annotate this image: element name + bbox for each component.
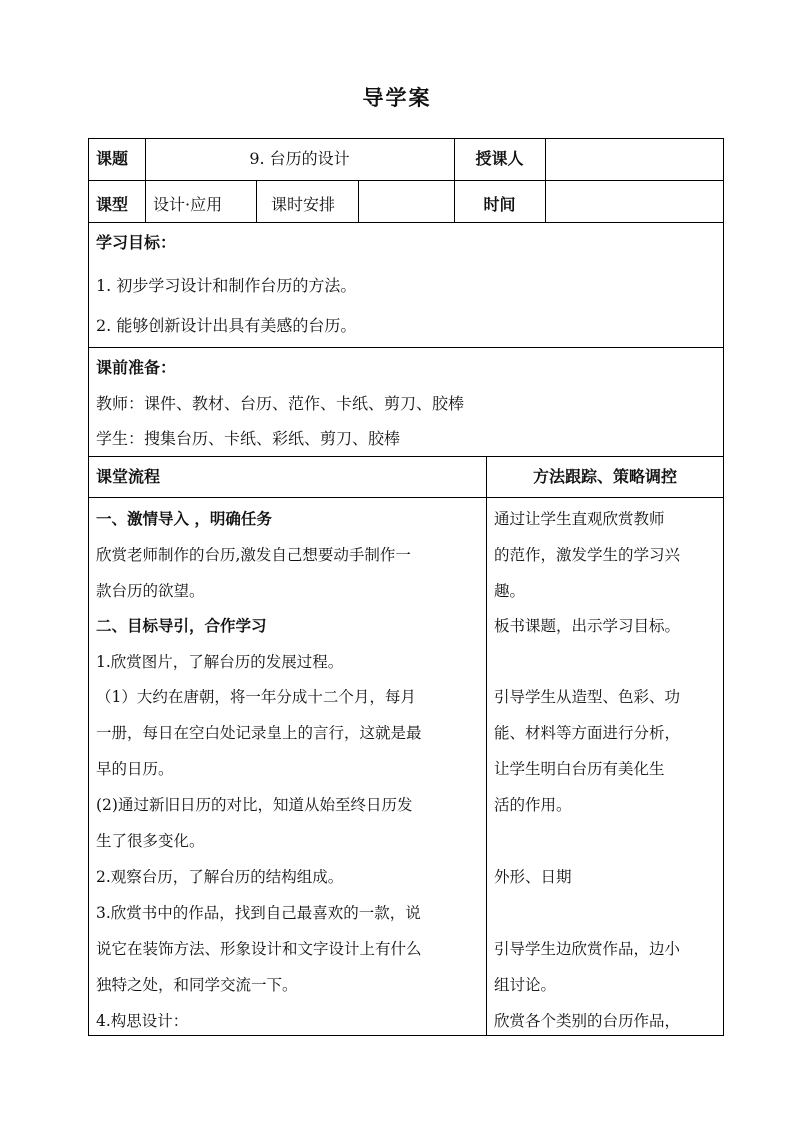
flow-left-line: 4.构思设计：: [96, 1012, 189, 1030]
goal-item: 2. 能够创新设计出具有美感的台历。: [96, 316, 357, 335]
flow-left-line: 独特之处，和同学交流一下。: [96, 976, 298, 994]
flow-left-line: 一册，每日在空白处记录皇上的言行，这就是最: [96, 724, 422, 742]
prep-heading: 课前准备：: [96, 358, 177, 377]
flow-right-line: 外形、日期: [494, 868, 572, 886]
col-divider: [486, 456, 487, 1036]
col-divider: [256, 180, 257, 222]
col-divider: [545, 138, 546, 222]
row-divider: [88, 180, 724, 181]
flow-right-line: 的范作，激发学生的学习兴: [494, 546, 681, 564]
schedule-label: 课时安排: [271, 195, 336, 214]
time-label: 时间: [483, 195, 516, 214]
row-divider: [88, 497, 724, 498]
flow-right-line: 让学生明白台历有美化生: [494, 760, 665, 778]
row-divider: [88, 347, 724, 348]
type-value: 设计·应用: [153, 195, 223, 214]
prep-student: 学生：搜集台历、卡纸、彩纸、剪刀、胶棒: [96, 429, 401, 448]
flow-left-line: 1.欣赏图片，了解台历的发展过程。: [96, 653, 344, 671]
flow-right-line: 引导学生从造型、色彩、功: [494, 688, 681, 706]
row-divider: [88, 222, 724, 223]
prep-teacher: 教师：课件、教材、台历、范作、卡纸、剪刀、胶棒: [96, 394, 465, 413]
flow-left-line: 早的日历。: [96, 760, 174, 778]
flow-left-line: 二、目标导引，合作学习: [96, 616, 267, 635]
row-divider: [88, 456, 724, 457]
page-title: 导学案: [362, 85, 432, 110]
type-label: 课型: [96, 195, 129, 214]
flow-right-header: 方法跟踪、策略调控: [532, 467, 677, 486]
flow-left-header: 课堂流程: [96, 467, 161, 486]
flow-right-line: 活的作用。: [494, 796, 572, 814]
topic-label: 课题: [96, 149, 129, 168]
flow-left-line: 3.欣赏书中的作品，找到自己最喜欢的一款，说: [96, 904, 421, 922]
flow-left-line: 款台历的欲望。: [96, 582, 205, 600]
goals-heading: 学习目标：: [96, 233, 177, 252]
flow-right-line: 板书课题，出示学习目标。: [494, 617, 681, 635]
flow-left-line: （1）大约在唐朝，将一年分成十二个月，每月: [96, 688, 416, 706]
flow-left-line: 说它在装饰方法、形象设计和文字设计上有什么: [96, 940, 422, 958]
goal-item: 1. 初步学习设计和制作台历的方法。: [96, 276, 357, 295]
flow-right-line: 欣赏各个类别的台历作品，: [494, 1012, 681, 1030]
flow-left-line: 2.观察台历，了解台历的结构组成。: [96, 868, 344, 886]
flow-left-line: 欣赏老师制作的台历,激发自己想要动手制作一: [96, 546, 411, 564]
topic-value: 9. 台历的设计: [249, 149, 350, 168]
teacher-label: 授课人: [475, 149, 524, 168]
flow-left-line: 生了很多变化。: [96, 832, 205, 850]
flow-left-line: (2)通过新旧日历的对比，知道从始至终日历发: [96, 796, 413, 814]
flow-right-line: 通过让学生直观欣赏教师: [494, 510, 665, 528]
flow-left-line: 一、激情导入 ，明确任务: [96, 509, 272, 528]
flow-right-line: 组讨论。: [494, 976, 557, 994]
flow-right-line: 趣。: [494, 582, 526, 600]
flow-right-line: 能、材料等方面进行分析，: [494, 724, 681, 742]
flow-right-line: 引导学生边欣赏作品，边小: [494, 940, 681, 958]
col-divider: [358, 180, 359, 222]
